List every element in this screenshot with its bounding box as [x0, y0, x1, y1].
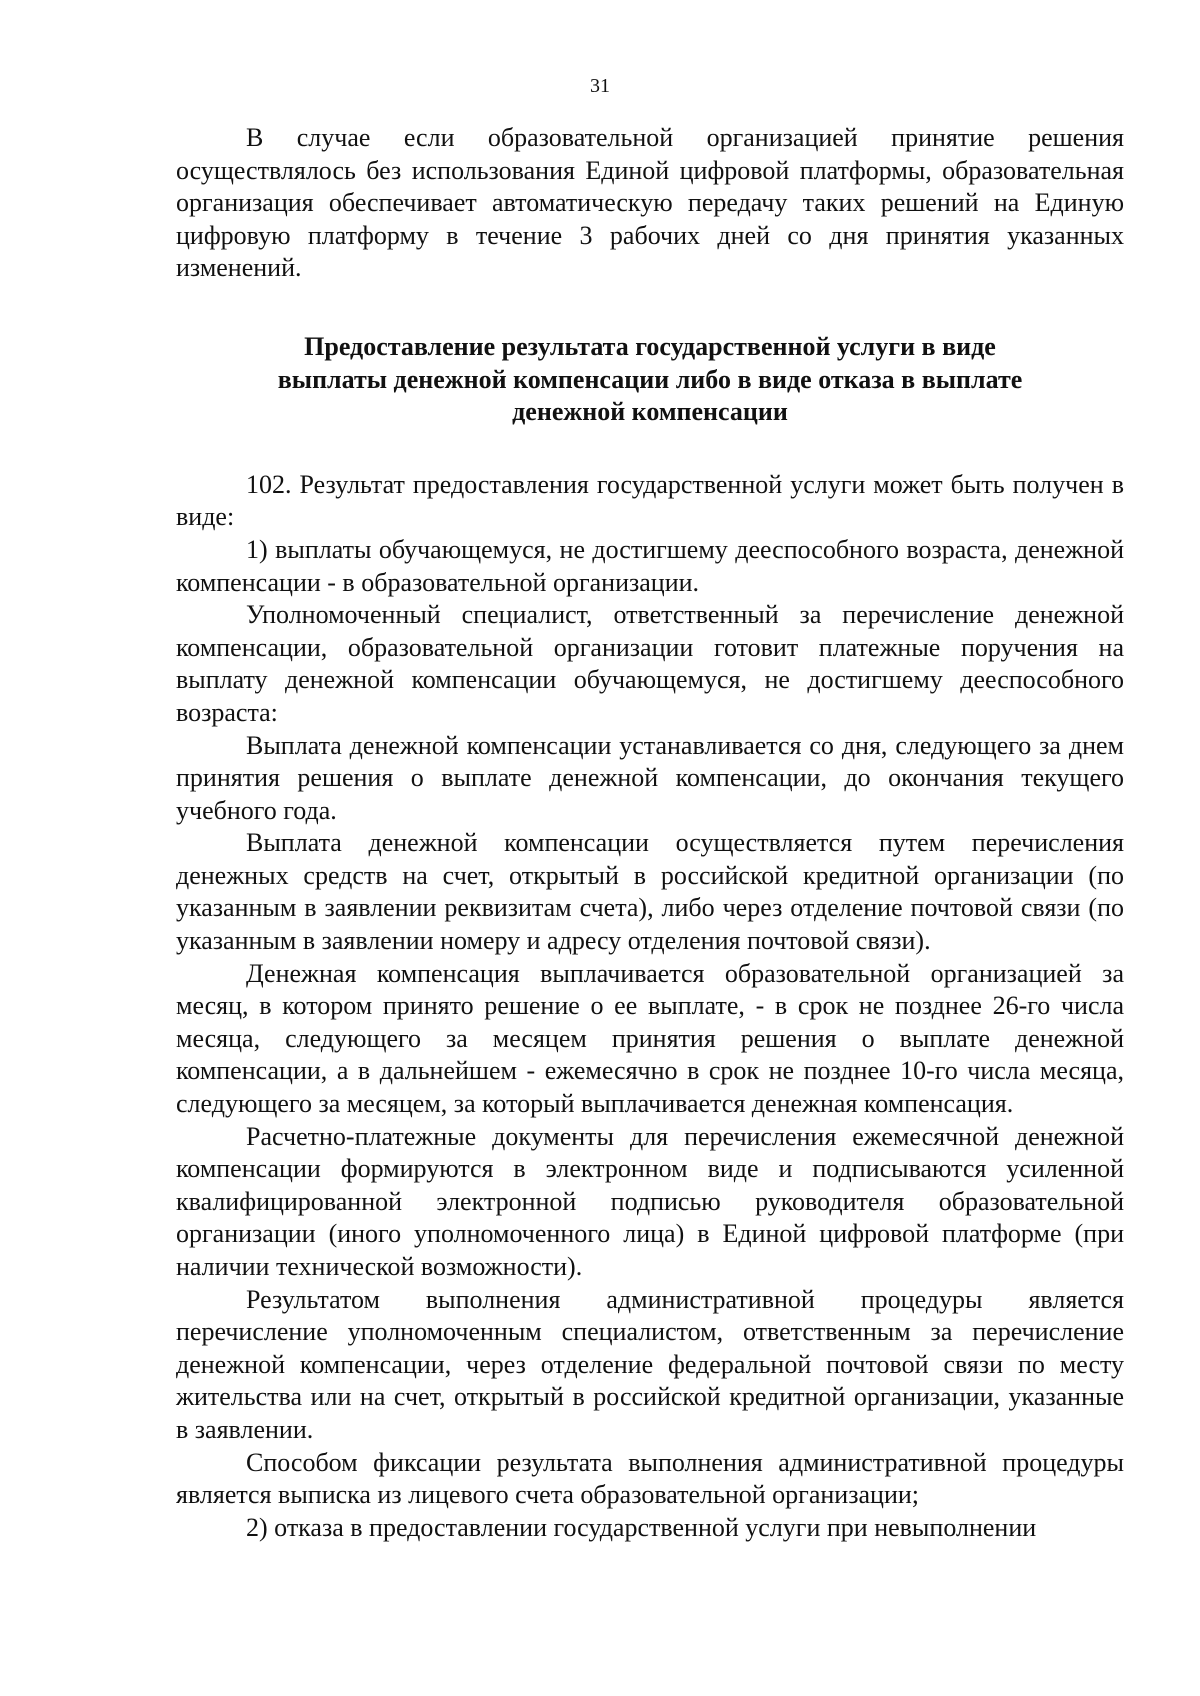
section-heading-line-1: Предоставление результата государственной услуги в виде [304, 331, 996, 361]
paragraph-item-1: 1) выплаты обучающемуся, не достигшему дееспособного возраста, денежной компенсации - в образовательной организации. [176, 534, 1124, 597]
page-number: 31 [590, 75, 610, 97]
section-heading-line-2: выплаты денежной компенсации либо в виде отказа в выплате [277, 364, 1023, 394]
paragraph-payment-documents: Расчетно-платежные документы для перечисления ежемесячной денежной компенсации формируются в электронном виде и подписываются усиленной квалифицированной электронной подписью руководителя образовательной организации (иного уполномоченного лица) в Единой цифровой платформе (при наличии технической возможности). [176, 1121, 1124, 1281]
section-heading [176, 331, 1124, 429]
paragraph-result-fixation: Способом фиксации результата выполнения административной процедуры является выписка из лицевого счета образовательной организации; [176, 1447, 1124, 1510]
document-body [176, 122, 1124, 1544]
paragraph-procedure-result: Результатом выполнения административной процедуры является перечисление уполномоченным специалистом, ответственным за перечисление денежной компенсации, через отделение федеральной почтовой связи по месту жительства или на счет, открытый в российской кредитной организации, указанные в заявлении. [176, 1284, 1124, 1444]
paragraph-payment-schedule: Денежная компенсация выплачивается образовательной организацией за месяц, в котором принято решение о ее выплате, - в срок не позднее 26-го числа месяца, следующего за месяцем принятия решения о выплате денежной компенсации, а в дальнейшем - ежемесячно в срок не позднее 10-го числа месяца, следующего за месяцем, за который выплачивается денежная компенсация. [176, 958, 1124, 1119]
intro-paragraph: В случае если образовательной организацией принятие решения осуществлялось без использования Единой цифровой платформы, образовательная организация обеспечивает автоматическую передачу таких решений на Единую цифровую платформу в течение 3 рабочих дней со дня принятия указанных изменений. [176, 123, 1124, 283]
paragraph-responsible-specialist: Уполномоченный специалист, ответственный за перечисление денежной компенсации, образовательной организации готовит платежные поручения на выплату денежной компенсации обучающемуся, не достигшему дееспособного возраста: [176, 600, 1124, 727]
paragraph-item-2: 2) отказа в предоставлении государственной услуги при невыполнении [246, 1512, 1037, 1542]
paragraph-102: 102. Результат предоставления государственной услуги может быть получен в виде: [176, 469, 1124, 532]
paragraph-payment-start: Выплата денежной компенсации устанавливается со дня, следующего за днем принятия решения о выплате денежной компенсации, до окончания текущего учебного года. [176, 730, 1124, 825]
paragraph-payment-method: Выплата денежной компенсации осуществляется путем перечисления денежных средств на счет, открытый в российской кредитной организации (по указанным в заявлении реквизитам счета), либо через отделение почтовой связи (по указанным в заявлении номеру и адресу отделения почтовой связи). [176, 828, 1124, 956]
section-heading-line-3: денежной компенсации [512, 397, 788, 427]
